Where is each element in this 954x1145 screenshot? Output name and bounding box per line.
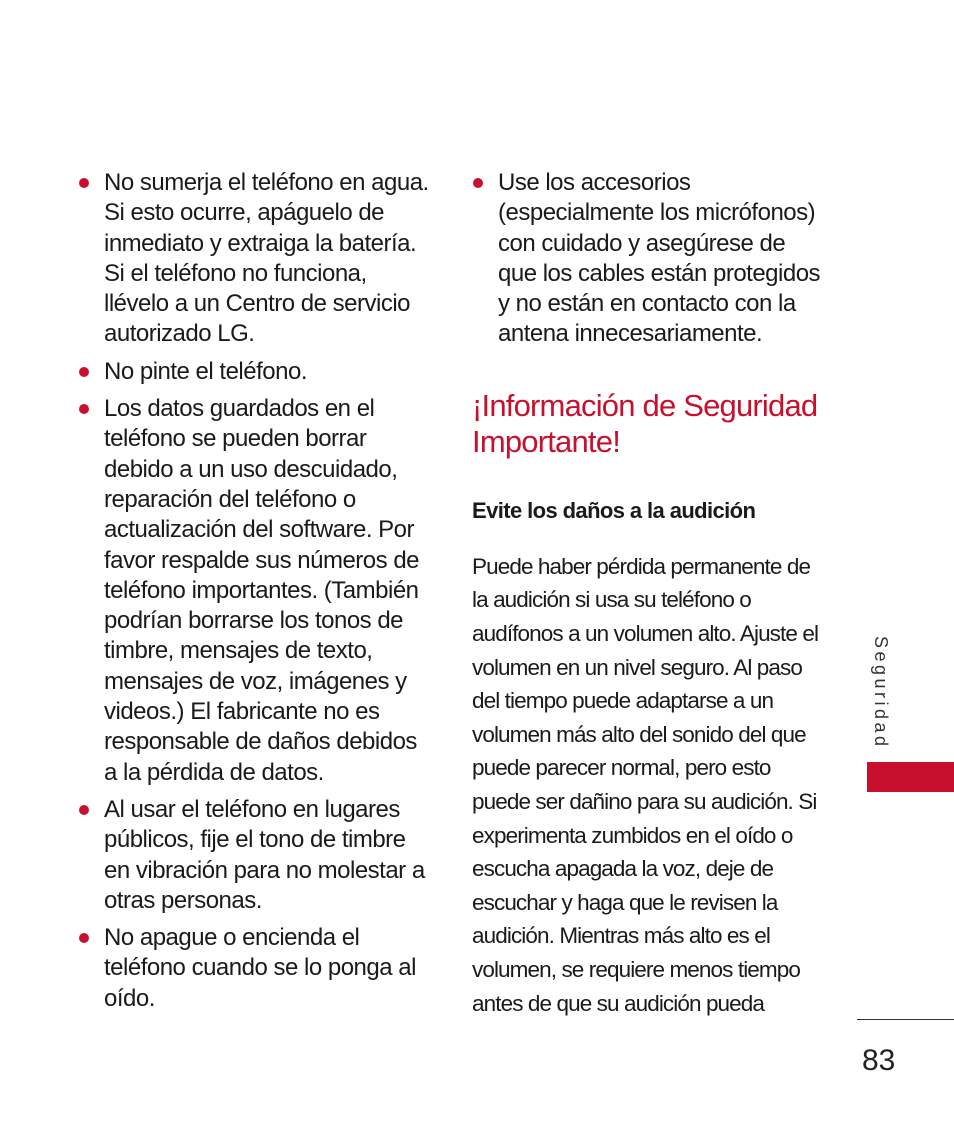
left-bullet-list	[78, 168, 430, 1014]
list-item	[78, 394, 430, 788]
left-column	[78, 168, 430, 1021]
list-item	[78, 923, 430, 1014]
side-tab-label: Seguridad	[871, 636, 891, 750]
list-item-text: No sumerja el teléfono en agua. Si esto ocurre, apáguelo de inmediato y extraiga la batería. Si el teléfono no funciona, llévelo a un Centro de servicio autorizado LG.	[104, 169, 429, 348]
section-heading: ¡Información de Seguridad Importante!	[472, 387, 818, 459]
bullet-dot-icon	[79, 404, 89, 414]
right-bullet-list	[472, 168, 824, 350]
bullet-dot-icon	[79, 367, 89, 377]
bullet-dot-icon	[473, 178, 483, 188]
page-number: 83	[862, 1044, 896, 1077]
list-item	[78, 795, 430, 916]
list-item	[78, 357, 430, 387]
page-number-rule	[857, 1019, 954, 1020]
list-item-text: No pinte el teléfono.	[104, 357, 307, 385]
right-column	[472, 168, 824, 1020]
side-tab-marker	[867, 762, 954, 792]
list-item	[78, 168, 430, 350]
list-item	[472, 168, 824, 350]
bullet-dot-icon	[79, 933, 89, 943]
body-paragraph: Puede haber pérdida permanente de la audición si usa su teléfono o audífonos a un volumen alto. Ajuste el volumen en un nivel seguro. Al paso del tiempo puede adaptarse a un volumen más alto del sonido del que puede parecer normal, pero esto puede ser dañino para su audición. Si experimenta zumbidos en el oído o escucha apagada la voz, deje de escuchar y haga que le revisen la audición. Mientras más alto es el volumen, se requiere menos tiempo antes de que su audición pueda	[472, 553, 819, 1016]
list-item-text: Use los accesorios (especialmente los micrófonos) con cuidado y asegúrese de que los cables están protegidos y no están en contacto con la antena innecesariamente.	[498, 169, 821, 348]
bullet-dot-icon	[79, 178, 89, 188]
list-item-text: Al usar el teléfono en lugares públicos, fije el tono de timbre en vibración para no molestar a otras personas.	[104, 795, 425, 914]
bullet-dot-icon	[79, 805, 89, 815]
list-item-text: Los datos guardados en el teléfono se pueden borrar debido a un uso descuidado, reparación del teléfono o actualización del software. Por favor respalde sus números de teléfono importantes. (También podrían borrarse los tonos de timbre, mensajes de texto, mensajes de voz, imágenes y videos.) El fabricante no es responsable de daños debidos a la pérdida de datos.	[104, 395, 420, 786]
list-item-text: No apague o encienda el teléfono cuando se lo ponga al oído.	[104, 924, 416, 1012]
subheading: Evite los daños a la audición	[472, 497, 756, 523]
